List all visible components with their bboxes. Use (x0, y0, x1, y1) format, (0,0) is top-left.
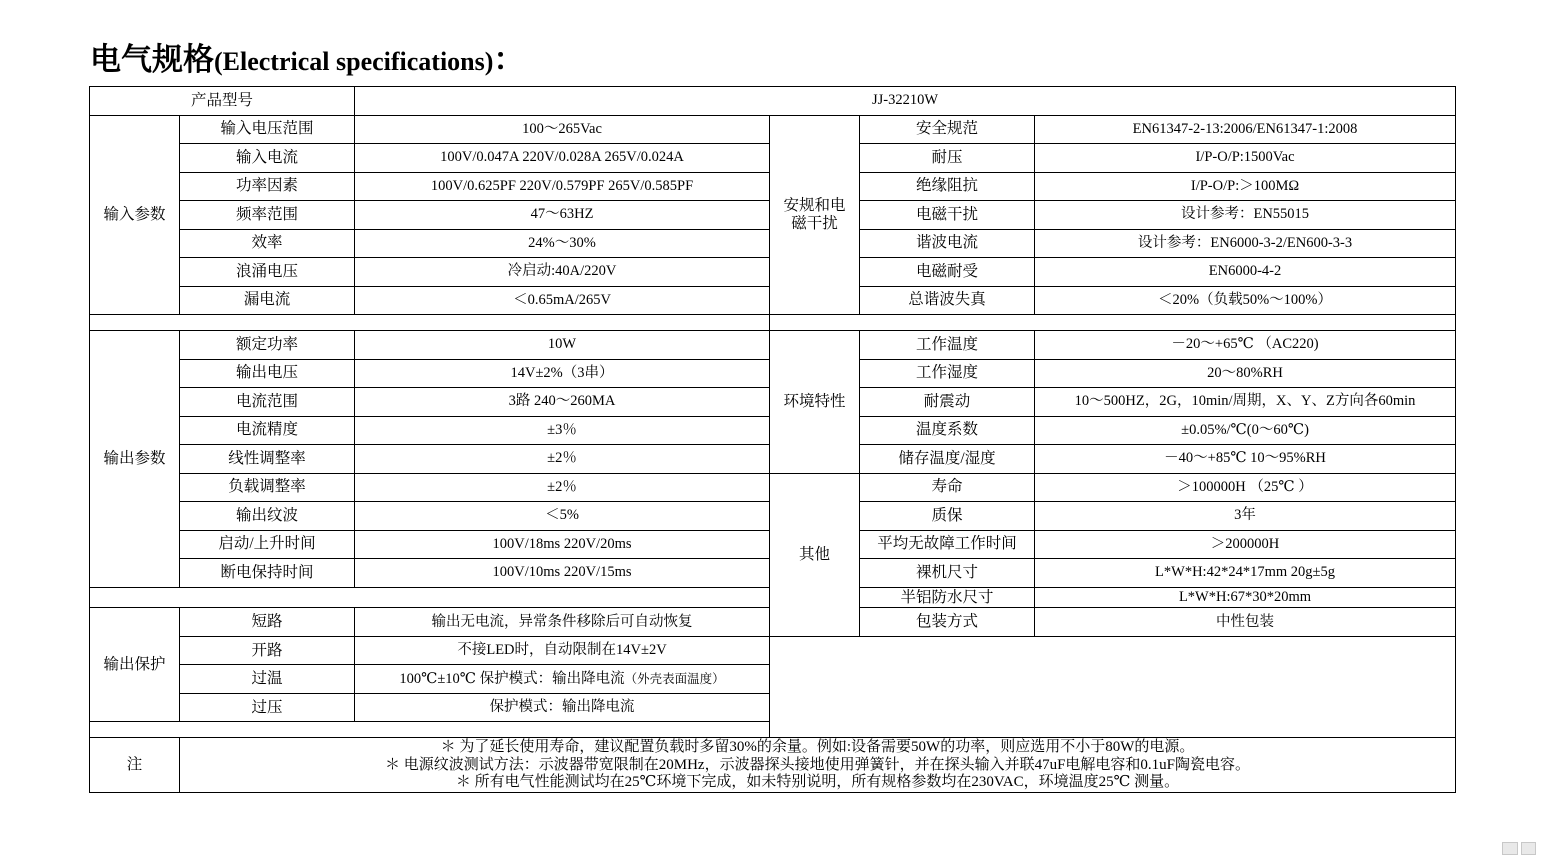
row-label: 平均无故障工作时间 (860, 530, 1035, 559)
note-line: ＊ 为了延长使用寿命，建议配置负载时多留30%的余量。例如:设备需要50W的功率，则应选用不小于80W的电源。 (440, 739, 1195, 756)
row-value: 设计参考：EN55015 (1035, 201, 1456, 230)
row-value (355, 665, 770, 694)
row-value-main: 100℃±10℃ 保护模式：输出降电流 (399, 670, 625, 687)
empty-cell (770, 636, 1456, 722)
row-label: 安全规范 (860, 115, 1035, 144)
notes-label: 注 (90, 738, 180, 793)
model-value: JJ-32210W (355, 87, 1456, 116)
page-title-cn: 电气规格 (90, 42, 214, 77)
row-label: 半铝防水尺寸 (860, 587, 1035, 608)
page-title-en: (Electrical specifications) (214, 47, 494, 76)
table-row (90, 473, 1456, 502)
row-label: 寿命 (860, 473, 1035, 502)
row-value: I/P-O/P:＞100MΩ (1035, 172, 1456, 201)
page-title (90, 34, 524, 79)
row-value-note: （外壳表面温度） (624, 671, 725, 686)
row-value: L*W*H:42*24*17mm 20g±5g (1035, 559, 1456, 588)
row-value: 14V±2%（3串） (355, 359, 770, 388)
row-label: 包装方式 (860, 608, 1035, 637)
row-value: I/P-O/P:1500Vac (1035, 144, 1456, 173)
row-label: 浪涌电压 (180, 258, 355, 287)
row-value: 保护模式：输出降电流 (355, 693, 770, 722)
row-label: 输入电压范围 (180, 115, 355, 144)
spacer-cell (90, 587, 770, 608)
row-label: 质保 (860, 502, 1035, 531)
group-input-parameters: 输入参数 (90, 115, 180, 315)
table-spacer-row (90, 315, 1456, 331)
row-label: 电流范围 (180, 388, 355, 417)
row-label: 过压 (180, 693, 355, 722)
row-label: 输出电压 (180, 359, 355, 388)
row-value: 3路 240～260MA (355, 388, 770, 417)
row-value: 100V/18ms 220V/20ms (355, 530, 770, 559)
row-label: 输入电流 (180, 144, 355, 173)
row-label: 断电保持时间 (180, 559, 355, 588)
row-value: ±0.05%/℃(0～60℃) (1035, 416, 1456, 445)
row-value: －40～+85℃ 10～95%RH (1035, 445, 1456, 474)
specification-table (89, 86, 1456, 793)
row-label: 温度系数 (860, 416, 1035, 445)
row-value: EN6000-4-2 (1035, 258, 1456, 287)
row-label: 额定功率 (180, 331, 355, 360)
row-value: 中性包装 (1035, 608, 1456, 637)
row-value: 100V/0.047A 220V/0.028A 265V/0.024A (355, 144, 770, 173)
spacer-cell (770, 315, 1456, 331)
row-value: 47～63HZ (355, 201, 770, 230)
row-value: ±2％ (355, 473, 770, 502)
row-value: 10～500HZ，2G，10min/周期，X、Y、Z方向各60min (1035, 388, 1456, 417)
row-label: 工作温度 (860, 331, 1035, 360)
row-label: 漏电流 (180, 286, 355, 315)
row-label: 启动/上升时间 (180, 530, 355, 559)
row-label: 频率范围 (180, 201, 355, 230)
row-label: 电流精度 (180, 416, 355, 445)
row-value: －20～+65℃ （AC220) (1035, 331, 1456, 360)
row-label: 负载调整率 (180, 473, 355, 502)
group-output-protection: 输出保护 (90, 608, 180, 722)
row-value: ±2％ (355, 445, 770, 474)
note-line: ＊ 所有电气性能测试均在25℃环境下完成，如未特别说明，所有规格参数均在230VAC，环境温度25℃ 测量。 (455, 773, 1180, 790)
row-value: L*W*H:67*30*20mm (1035, 587, 1456, 608)
row-label: 线性调整率 (180, 445, 355, 474)
row-value: ＞100000H （25℃ ） (1035, 473, 1456, 502)
row-label: 过温 (180, 665, 355, 694)
row-value: EN61347-2-13:2006/EN61347-1:2008 (1035, 115, 1456, 144)
row-value: 20～80%RH (1035, 359, 1456, 388)
row-value: 100V/10ms 220V/15ms (355, 559, 770, 588)
spacer-cell (770, 722, 1456, 738)
row-label: 裸机尺寸 (860, 559, 1035, 588)
row-label: 短路 (180, 608, 355, 637)
note-line: ＊ 电源纹波测试方法：示波器带宽限制在20MHz，示波器探头接地使用弹簧针，并在探头输入并联47uF电解电容和0.1uF陶瓷电容。 (384, 756, 1251, 773)
table-row-notes (90, 738, 1456, 793)
table-row-model (90, 87, 1456, 116)
scroll-button-right[interactable] (1521, 842, 1537, 855)
row-label: 开路 (180, 636, 355, 665)
group-other: 其他 (770, 473, 860, 636)
table-spacer-row (90, 722, 1456, 738)
scroll-button-left[interactable] (1502, 842, 1518, 855)
row-label: 总谐波失真 (860, 286, 1035, 315)
row-label: 耐震动 (860, 388, 1035, 417)
row-label: 耐压 (860, 144, 1035, 173)
row-label: 输出纹波 (180, 502, 355, 531)
row-label: 工作湿度 (860, 359, 1035, 388)
row-value: 设计参考：EN6000-3-2/EN600-3-3 (1035, 229, 1456, 258)
row-value: 不接LED时，自动限制在14V±2V (355, 636, 770, 665)
spacer-cell (90, 315, 770, 331)
row-value: ±3％ (355, 416, 770, 445)
group-safety-emi: 安规和电 磁干扰 (770, 115, 860, 315)
row-value: 冷启动:40A/220V (355, 258, 770, 287)
group-environment: 环境特性 (770, 331, 860, 474)
group-output-parameters: 输出参数 (90, 331, 180, 588)
row-value: 24%～30% (355, 229, 770, 258)
model-label: 产品型号 (90, 87, 355, 116)
row-value: 100V/0.625PF 220V/0.579PF 265V/0.585PF (355, 172, 770, 201)
row-label: 功率因素 (180, 172, 355, 201)
table-row (90, 331, 1456, 360)
row-label: 谐波电流 (860, 229, 1035, 258)
row-value: ＜5% (355, 502, 770, 531)
row-value: 输出无电流，异常条件移除后可自动恢复 (355, 608, 770, 637)
scroll-corner[interactable] (1502, 842, 1536, 854)
page-title-colon: ： (493, 42, 525, 77)
row-value: 100～265Vac (355, 115, 770, 144)
row-value: ＞200000H (1035, 530, 1456, 559)
notes-body (180, 738, 1456, 793)
row-value: ＜0.65mA/265V (355, 286, 770, 315)
spacer-cell (90, 722, 770, 738)
row-value: ＜20%（负载50%～100%） (1035, 286, 1456, 315)
row-value: 3年 (1035, 502, 1456, 531)
row-label: 电磁耐受 (860, 258, 1035, 287)
row-label: 效率 (180, 229, 355, 258)
table-row (90, 636, 1456, 665)
row-label: 绝缘阻抗 (860, 172, 1035, 201)
row-label: 电磁干扰 (860, 201, 1035, 230)
table-row (90, 115, 1456, 144)
row-value: 10W (355, 331, 770, 360)
row-label: 储存温度/湿度 (860, 445, 1035, 474)
